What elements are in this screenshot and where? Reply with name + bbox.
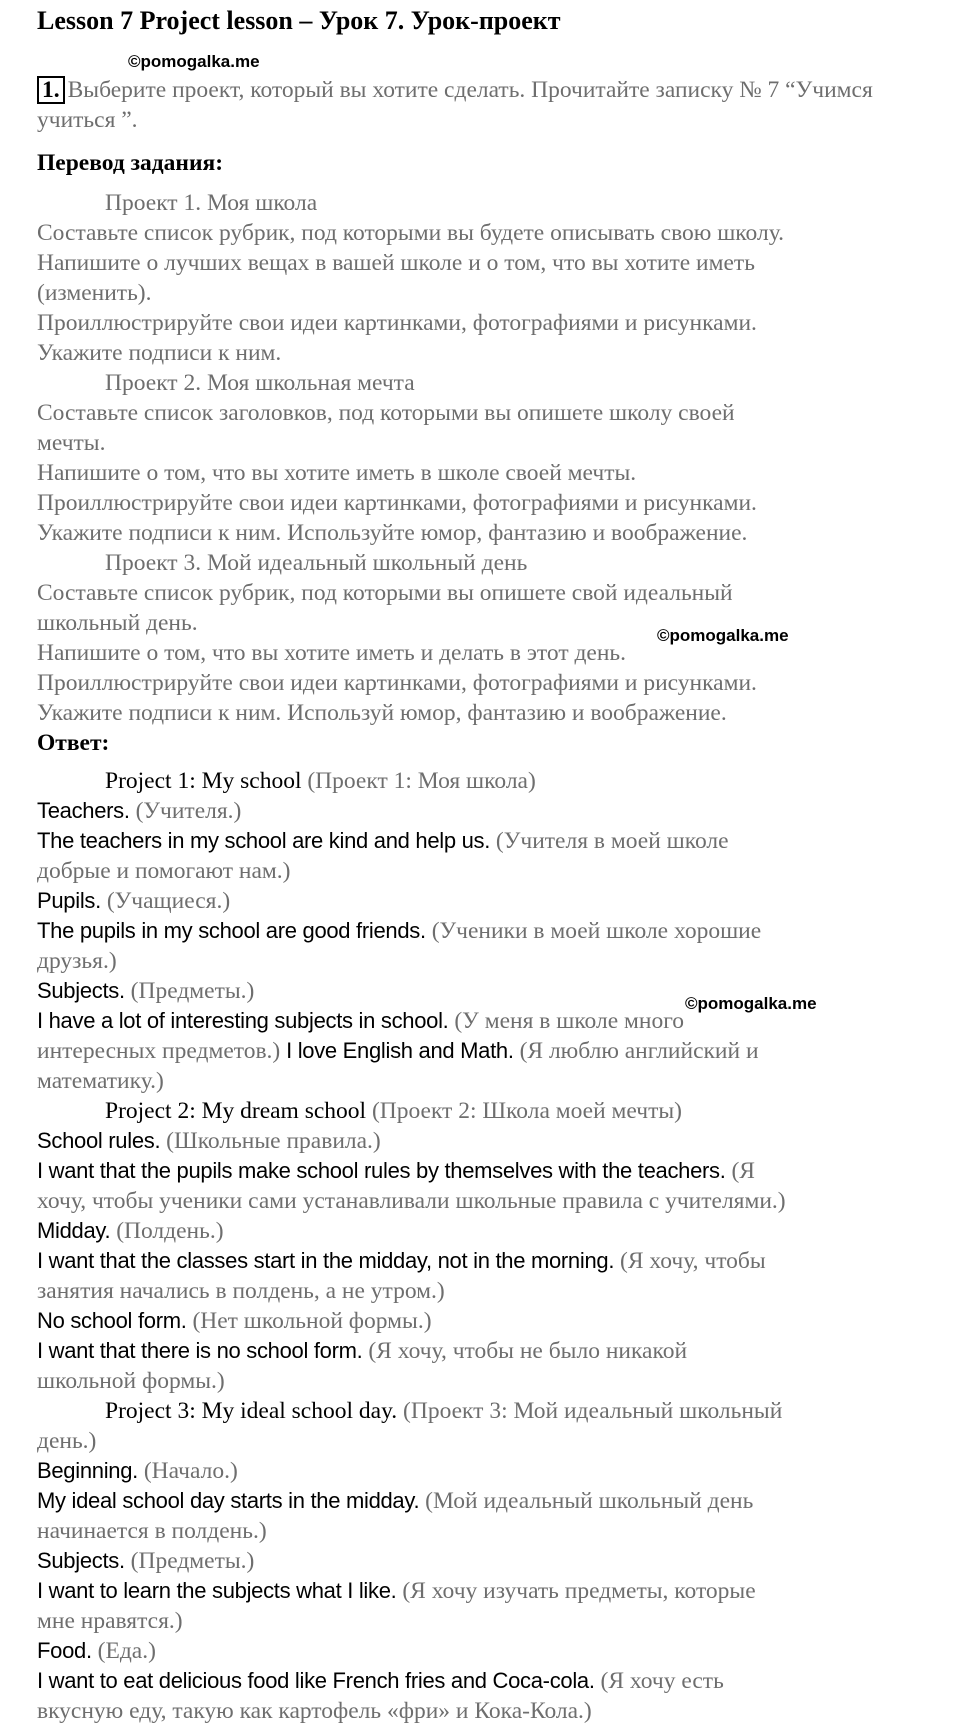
russian-translation: школьной формы.) [37,1368,225,1394]
answer-block [37,766,937,1726]
russian-translation: математику.) [37,1068,164,1094]
russian-translation: (У меня в школе много [448,1008,685,1034]
translation-line: Проект 1. Моя школа [105,190,318,216]
answer-line [37,1636,937,1666]
russian-translation: (Я [725,1158,755,1184]
russian-translation: друзья.) [37,948,117,974]
english-text: Pupils. [37,888,101,913]
answer-line [37,1366,937,1396]
answer-line [37,1066,937,1096]
english-text: I have a lot of interesting subjects in school. [37,1008,449,1033]
russian-translation: (Я люблю английский и [513,1038,759,1064]
translation-line: Проиллюстрируйте свои идеи картинками, фотографиями и рисунками. [37,490,757,516]
translation-line: Укажите подписи к ним. Используйте юмор, фантазию и воображение. [37,520,748,546]
translation-line: Составьте список заголовков, под которыми вы опишете школу своей [37,400,735,426]
answer-line [37,916,937,946]
russian-translation: (Я хочу изучать предметы, которые [396,1578,756,1604]
russian-translation: (Предметы.) [124,978,255,1004]
russian-translation: день.) [37,1428,97,1454]
translation-line: Укажите подписи к ним. [37,340,282,366]
russian-translation: занятия начались в полдень, а не утром.) [37,1278,445,1304]
answer-line [37,886,937,916]
answer-line [37,1696,937,1726]
watermark: ©pomogalka.me [657,626,789,645]
english-text: Subjects. [37,978,125,1003]
translation-line: Напишите о том, что вы хотите иметь в школе своей мечты. [37,460,637,486]
russian-translation: (Учащиеся.) [100,888,231,914]
russian-translation: интересных предметов.) [37,1038,281,1064]
english-text: I love English and Math. [280,1038,514,1063]
russian-translation: (Нет школьной формы.) [186,1308,432,1334]
english-text: The pupils in my school are good friends. [37,918,426,943]
russian-translation: мне нравятся.) [37,1608,183,1634]
translation-line: Проиллюстрируйте свои идеи картинками, фотографиями и рисунками. [37,310,757,336]
translation-line: Проиллюстрируйте свои идеи картинками, фотографиями и рисунками. [37,670,757,696]
translation-line: школьный день. [37,610,198,636]
english-text: I want to eat delicious food like French fries and Coca-cola. [37,1668,595,1693]
answer-line [37,1126,937,1156]
answer-line [37,946,937,976]
russian-translation: (Учителя в моей школе [490,828,729,854]
translation-line: Составьте список рубрик, под которыми вы опишете свой идеальный [37,580,733,606]
translation-line: (изменить). [37,280,152,306]
russian-translation: (Проект 2: Школа моей мечты) [366,1098,682,1124]
russian-translation: (Полдень.) [110,1218,224,1244]
answer-line [37,1156,937,1186]
answer-line [37,826,937,856]
russian-translation: (Проект 3: Мой идеальный школьный [397,1398,783,1424]
english-text: I want to learn the subjects what I like. [37,1578,397,1603]
translation-line: Проект 3. Мой идеальный школьный день [105,550,528,576]
task-instruction [37,75,917,135]
task-number: 1. [37,76,65,104]
english-text: Project 2: My dream school [105,1098,367,1124]
russian-translation: хочу, чтобы ученики сами устанавливали школьные правила с учителями.) [37,1188,786,1214]
english-text: Beginning. [37,1458,138,1483]
english-text: Teachers. [37,798,130,823]
answer-line [37,1606,937,1636]
answer-line [37,796,937,826]
russian-translation: вкусную еду, такую как картофель «фри» и Кока-Кола.) [37,1698,592,1724]
english-text: Subjects. [37,1548,125,1573]
answer-line [37,1426,937,1456]
russian-translation: добрые и помогают нам.) [37,858,291,884]
russian-translation: (Предметы.) [124,1548,255,1574]
answer-line [37,1246,937,1276]
answer-line [37,1666,937,1696]
translation-line: Составьте список рубрик, под которыми вы будете описывать свою школу. [37,220,784,246]
answer-line [37,1516,937,1546]
answer-line [37,1096,937,1126]
russian-translation: (Я хочу, чтобы [614,1248,766,1274]
russian-translation: начинается в полдень.) [37,1518,267,1544]
answer-line [37,1396,937,1426]
answer-header: Ответ: [37,730,110,756]
answer-line [37,1036,937,1066]
english-text: My ideal school day starts in the midday. [37,1488,420,1513]
english-text: Project 3: My ideal school day. [105,1398,398,1424]
answer-line [37,1456,937,1486]
translation-line: Укажите подписи к ним. Используй юмор, фантазию и воображение. [37,700,727,726]
page-title: Lesson 7 Project lesson – Урок 7. Урок-проект [37,6,561,35]
watermark: ©pomogalka.me [685,994,817,1013]
answer-line [37,856,937,886]
english-text: No school form. [37,1308,187,1333]
russian-translation: (Ученики в моей школе хорошие [425,918,762,944]
russian-translation: (Я хочу есть [594,1668,724,1694]
translation-line: мечты. [37,430,106,456]
russian-translation: (Мой идеальный школьный день [419,1488,754,1514]
answer-line [37,1546,937,1576]
answer-line [37,766,937,796]
english-text: School rules. [37,1128,161,1153]
russian-translation: (Проект 1: Моя школа) [301,768,536,794]
russian-translation: (Еда.) [91,1638,156,1664]
english-text: I want that there is no school form. [37,1338,363,1363]
english-text: The teachers in my school are kind and help us. [37,828,491,853]
translation-line: Проект 2. Моя школьная мечта [105,370,415,396]
task-text: Выберите проект, который вы хотите сделать. Прочитайте записку № 7 “Учимся учиться ”. [37,77,873,133]
translation-block [37,188,937,728]
answer-line [37,1576,937,1606]
english-text: Food. [37,1638,92,1663]
watermark: ©pomogalka.me [128,52,260,71]
translation-line: Напишите о том, что вы хотите иметь и делать в этот день. [37,640,627,666]
answer-line [37,1216,937,1246]
russian-translation: (Школьные правила.) [160,1128,381,1154]
translation-header: Перевод задания: [37,150,224,176]
english-text: I want that the classes start in the midday, not in the morning. [37,1248,615,1273]
english-text: Project 1: My school [105,768,302,794]
answer-line [37,1186,937,1216]
russian-translation: (Я хочу, чтобы не было никакой [362,1338,688,1364]
russian-translation: (Начало.) [137,1458,238,1484]
translation-line: Напишите о лучших вещах в вашей школе и о том, что вы хотите иметь [37,250,755,276]
english-text: Midday. [37,1218,111,1243]
english-text: I want that the pupils make school rules by themselves with the teachers. [37,1158,726,1183]
answer-line [37,1276,937,1306]
answer-line [37,1306,937,1336]
answer-line [37,1486,937,1516]
russian-translation: (Учителя.) [129,798,242,824]
answer-line [37,1336,937,1366]
